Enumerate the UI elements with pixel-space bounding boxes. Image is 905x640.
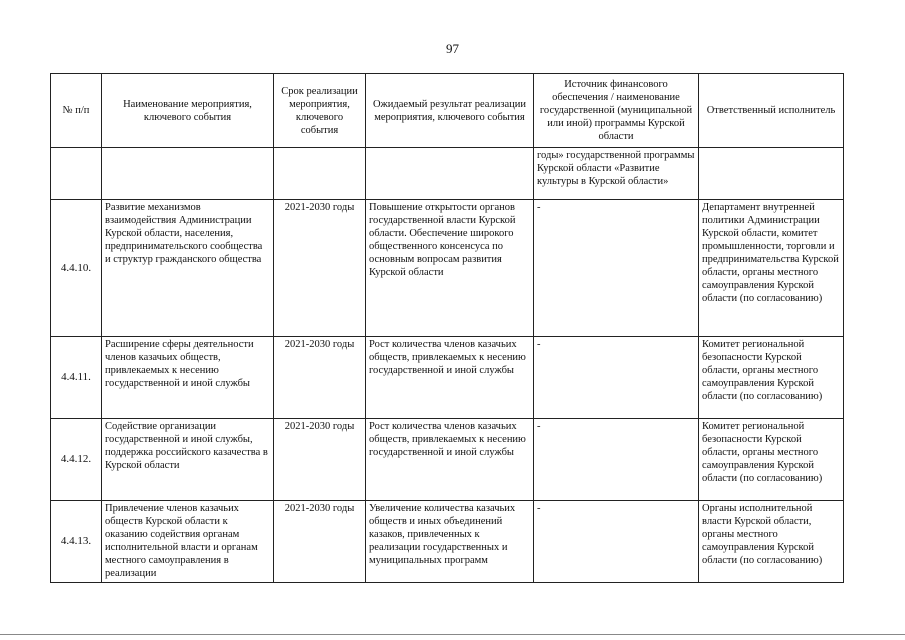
row-result: Увеличение количества казачьих обществ и иных объединений казаков, привлеченных к реализации государственных и муниципальных программ <box>366 501 534 583</box>
row-num: 4.4.13. <box>51 501 102 583</box>
row-term: 2021-2030 годы <box>274 501 366 583</box>
measures-table <box>50 73 844 583</box>
row-result: Рост количества членов казачьих обществ, привлекаемых к несению государственной и иной службы <box>366 419 534 501</box>
table-row <box>51 501 844 583</box>
header-result: Ожидаемый результат реализации мероприятия, ключевого события <box>366 74 534 148</box>
row-result: Рост количества членов казачьих обществ, привлекаемых к несению государственной и иной службы <box>366 337 534 419</box>
row-name: Привлечение членов казачьих обществ Курской области к оказанию содействия органам исполнительной власти и органам местного самоуправления в реализации <box>102 501 274 583</box>
row-executor: Комитет региональной безопасности Курской области, органы местного самоуправления Курской области (по согласованию) <box>699 337 844 419</box>
row-name: Расширение сферы деятельности членов казачьих обществ, привлекаемых к несению государственной и иной службы <box>102 337 274 419</box>
row-term: 2021-2030 годы <box>274 200 366 337</box>
row-executor: Органы исполнительной власти Курской области, органы местного самоуправления Курской области (по согласованию) <box>699 501 844 583</box>
header-term: Срок реализации мероприятия, ключевого события <box>274 74 366 148</box>
page-bottom-line <box>0 634 905 635</box>
row-num: 4.4.12. <box>51 419 102 501</box>
row-source: - <box>534 337 699 419</box>
row-source: - <box>534 419 699 501</box>
row-source: - <box>534 501 699 583</box>
row-num: 4.4.10. <box>51 200 102 337</box>
row-term: 2021-2030 годы <box>274 337 366 419</box>
header-num: № п/п <box>51 74 102 148</box>
table-row <box>51 200 844 337</box>
continuation-source: годы» государственной программы Курской области «Развитие культуры в Курской области» <box>534 148 699 200</box>
row-result: Повышение открытости органов государственной власти Курской области. Обеспечение широкого общественного консенсуса по основным вопросам развития Курской области <box>366 200 534 337</box>
row-term: 2021-2030 годы <box>274 419 366 501</box>
row-num: 4.4.11. <box>51 337 102 419</box>
header-executor: Ответственный исполнитель <box>699 74 844 148</box>
table-row <box>51 337 844 419</box>
page-number: 97 <box>446 41 459 56</box>
row-executor: Департамент внутренней политики Администрации Курской области, комитет промышленности, торговли и предпринимательства Курской области, органы местного самоуправления Курской области (по согласованию) <box>699 200 844 337</box>
row-name: Содействие организации государственной и иной службы, поддержка российского казачества в Курской области <box>102 419 274 501</box>
row-name: Развитие механизмов взаимодействия Администрации Курской области, населения, предпринимательского сообщества и структур гражданского общества <box>102 200 274 337</box>
row-executor: Комитет региональной безопасности Курской области, органы местного самоуправления Курской области (по согласованию) <box>699 419 844 501</box>
header-source: Источник финансового обеспечения / наименование государственной (муниципальной или иной) программы Курской области <box>534 74 699 148</box>
table-row <box>51 419 844 501</box>
continuation-row <box>51 148 844 200</box>
header-name: Наименование мероприятия, ключевого события <box>102 74 274 148</box>
table-header-row <box>51 74 844 148</box>
row-source: - <box>534 200 699 337</box>
